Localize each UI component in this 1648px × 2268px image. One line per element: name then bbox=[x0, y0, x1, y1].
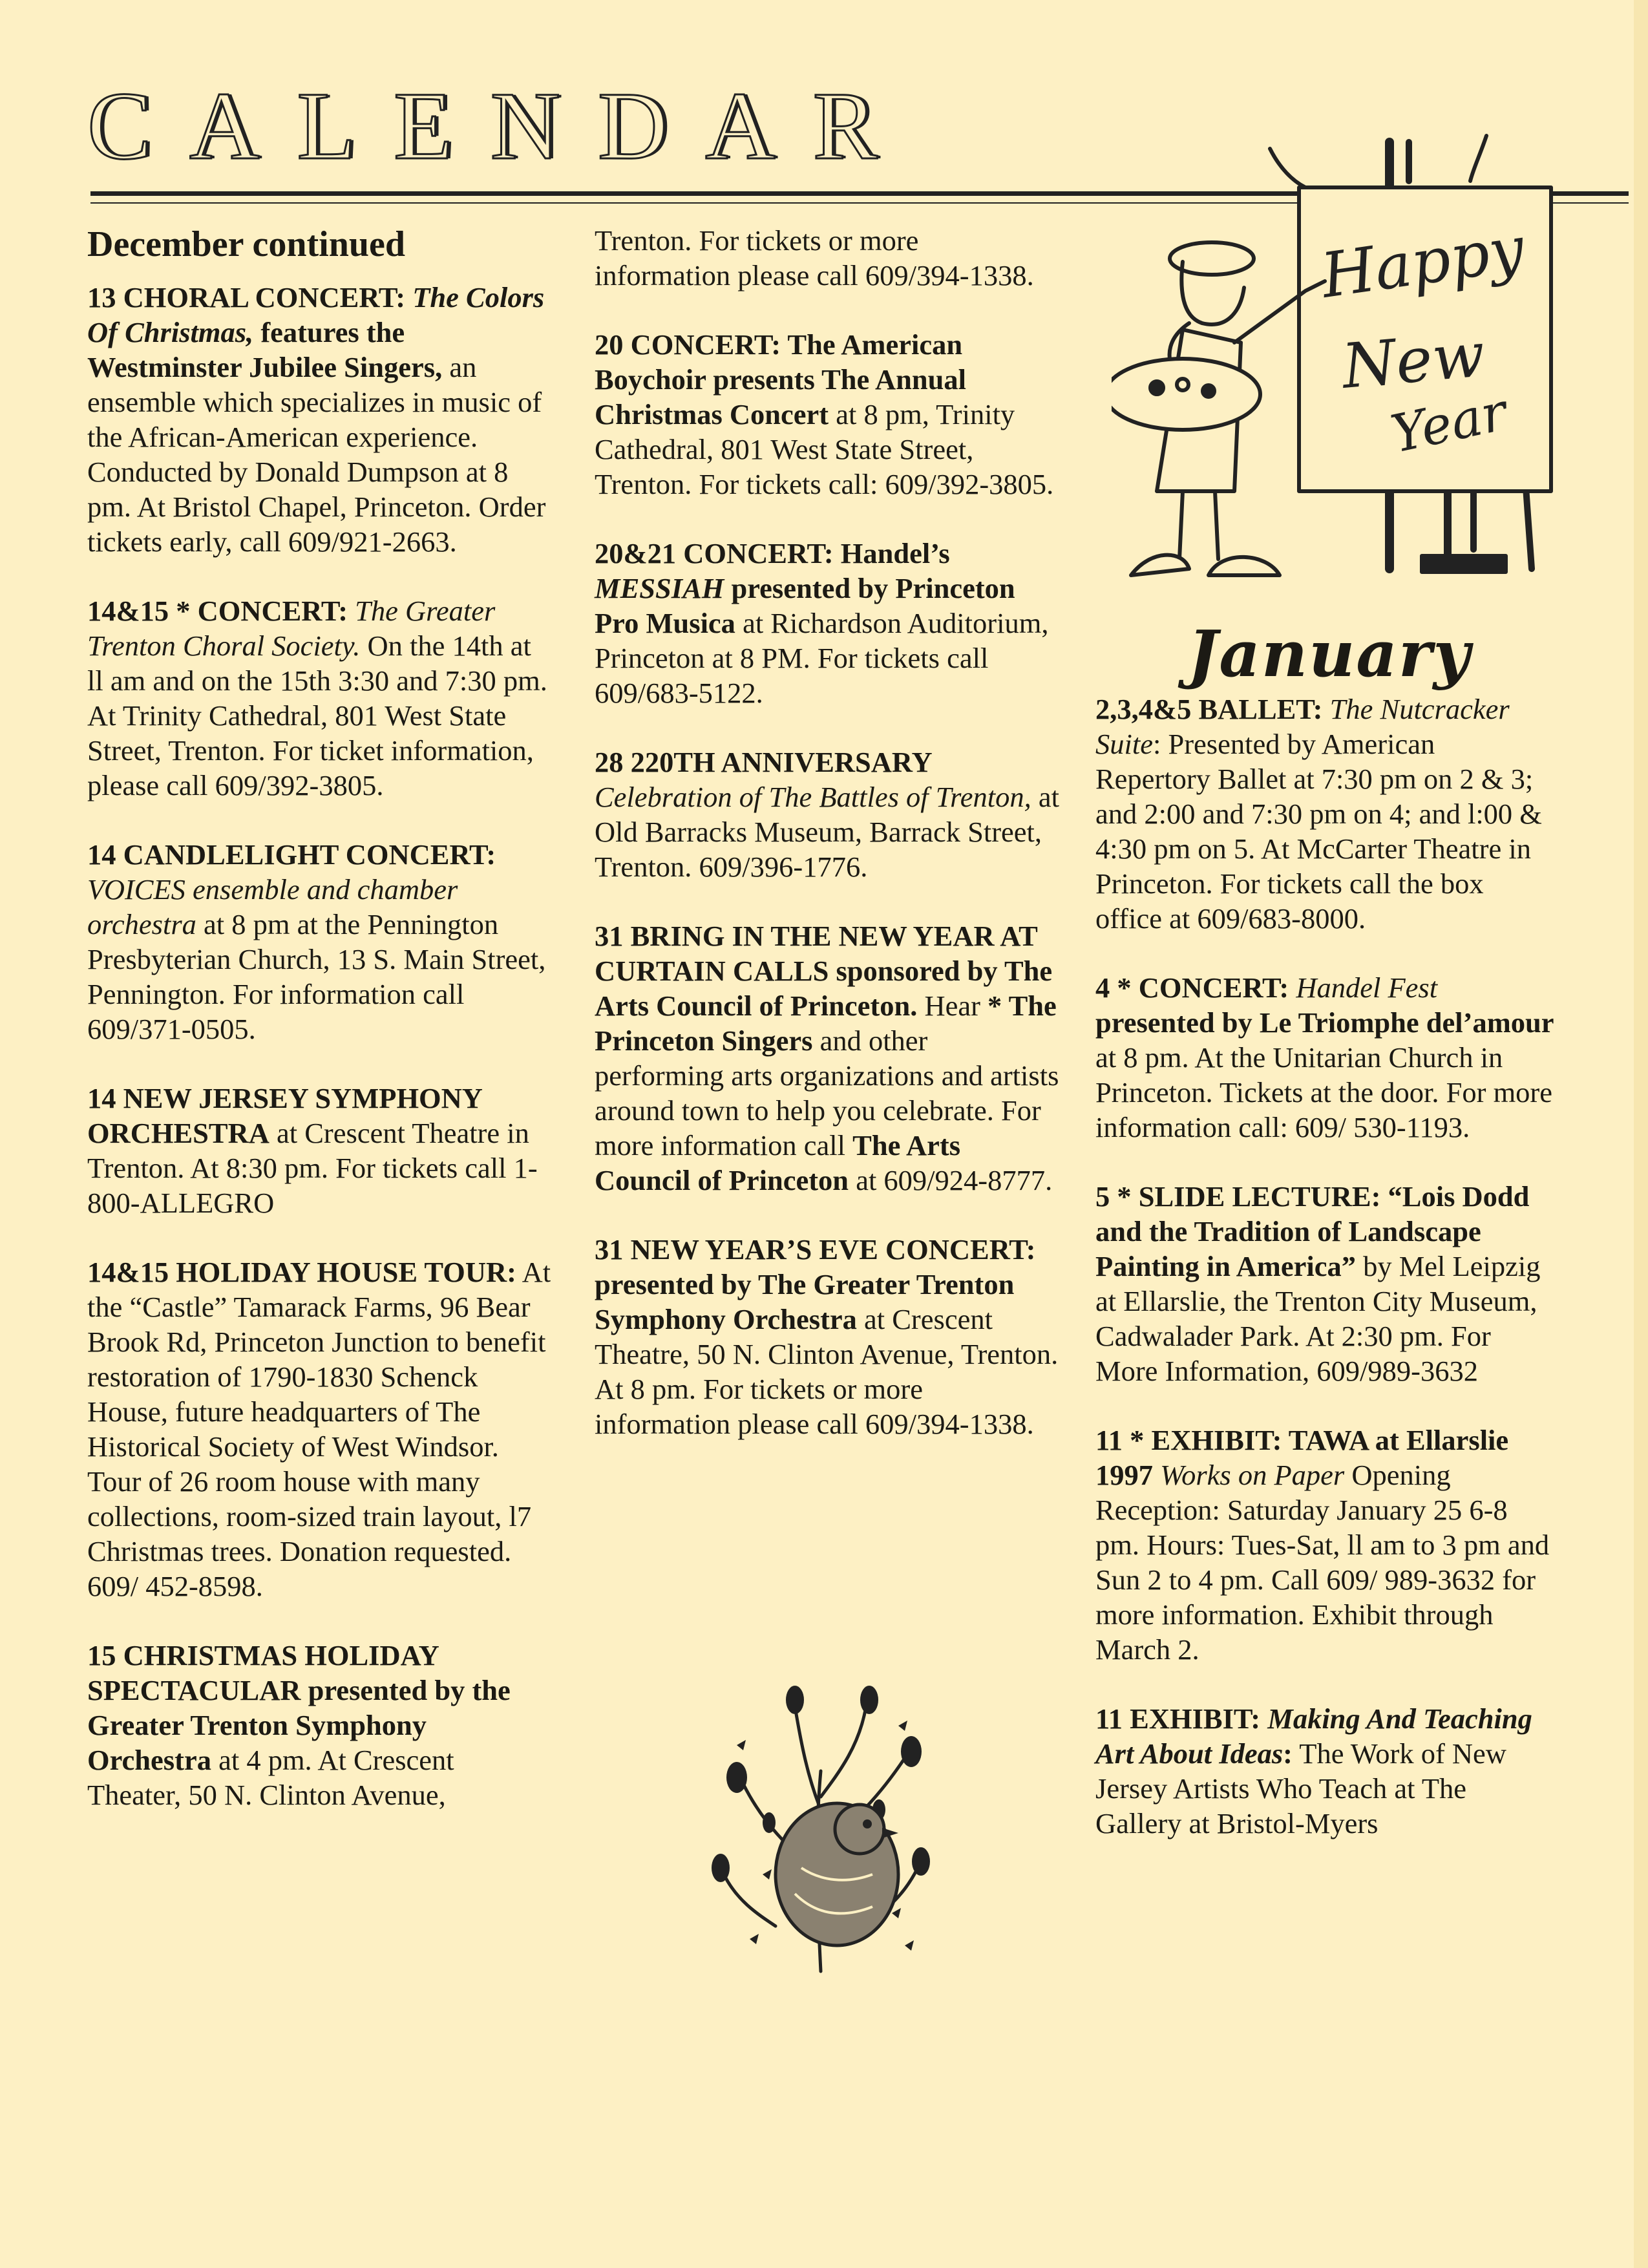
entry-text: Opening Reception: Saturday January 25 6-8 pm. Hours: Tues-Sat, ll am to 3 pm and Sun 2 to 4 pm. Call 609/ 989-3632 for more information. Exhibit through March 2. bbox=[1095, 1459, 1550, 1666]
calendar-entry bbox=[1095, 970, 1554, 1145]
entry-title: 13 CHORAL CONCERT: bbox=[87, 281, 413, 313]
entry-text: At the “Castle” Tamarack Farms, 96 Bear Brook Rd, Princeton Junction to benefit restoration of 1790-1830 Schenck House, future headquarters of The Historical Society of West Windsor. Tour of 26 room house with many collections, room-sized train layout, l7 Christmas trees. Donation requested. 609/ 452-8598. bbox=[87, 1256, 551, 1602]
entry-italic: The Colors Of Christmas, bbox=[87, 281, 545, 348]
calendar-entry bbox=[1095, 1423, 1554, 1667]
sign-text-year: Year bbox=[1386, 381, 1512, 465]
entry-title: 14&15 HOLIDAY HOUSE TOUR: bbox=[87, 1256, 516, 1288]
entry-text: : Presented by American Repertory Ballet at 7:30 pm on 2 & 3; and 2:00 and 7:30 pm on 4; and l:00 & 4:30 pm on 5. At McCarter Theatre in Princeton. For tickets call the box office at 609/683-8000. bbox=[1095, 728, 1542, 935]
entry-bold: presented by Le Triomphe del’amour bbox=[1095, 1006, 1554, 1039]
page-title: CALENDAR bbox=[87, 72, 915, 180]
column-2 bbox=[595, 223, 1060, 1476]
entry-title: 5 * SLIDE LECTURE: “Lois Dodd and the Tradition of Landscape Painting in America” bbox=[1095, 1180, 1530, 1282]
entry-text: and other performing arts organizations and artists around town to help you celebrate. For more information call bbox=[595, 1024, 1059, 1161]
entry-italic: MESSIAH bbox=[595, 572, 724, 604]
entry-text: at 4 pm. At Crescent Theater, 50 N. Clinton Avenue, bbox=[87, 1744, 454, 1811]
sign-text-happy: Happy bbox=[1316, 213, 1528, 312]
section-heading: December continued bbox=[87, 224, 405, 264]
entry-title: 20 CONCERT: The American Boychoir presents The Annual Christmas Concert bbox=[595, 328, 966, 430]
calendar-entry bbox=[595, 745, 1060, 884]
entry-title: 2,3,4&5 BALLET: bbox=[1095, 693, 1330, 725]
entry-bold: * The Princeton Singers bbox=[595, 990, 1057, 1057]
entry-title: 14 CANDLELIGHT CONCERT: bbox=[87, 838, 496, 871]
entry-italic: The Nutcracker Suite bbox=[1095, 693, 1510, 760]
entry-bold: features the Westminster Jubilee Singers, bbox=[87, 316, 443, 383]
entry-title: 31 NEW YEAR’S EVE CONCERT: presented by The Greater Trenton Symphony Orchestra bbox=[595, 1233, 1036, 1335]
entry-italic: VOICES ensemble and chamber orchestra bbox=[87, 873, 458, 940]
entry-text: an ensemble which specializes in music of the African-American experience. Conducted by Donald Dumpson at 8 pm. At Bristol Chapel, Princeton. Order tickets early, call 609/921-2663. bbox=[87, 351, 546, 558]
partridge-pear-tree-illustration bbox=[698, 1680, 944, 1978]
entry-text: at 8 pm, Trinity Cathedral, 801 West State Street, Trenton. For tickets call: 609/392-3805. bbox=[595, 398, 1054, 500]
entry-title: 20&21 CONCERT: Handel’s bbox=[595, 537, 950, 569]
entry-text: at Richardson Auditorium, Princeton at 8 PM. For tickets call 609/683-5122. bbox=[595, 607, 1049, 709]
calendar-entry bbox=[87, 280, 553, 559]
calendar-entry bbox=[595, 536, 1060, 710]
entry-text: at Old Barracks Museum, Barrack Street, Trenton. 609/396-1776. bbox=[595, 781, 1059, 883]
page-edge bbox=[1634, 0, 1648, 2268]
entry-title: 15 CHRISTMAS HOLIDAY SPECTACULAR presented by the Greater Trenton Symphony Orchestra bbox=[87, 1639, 511, 1776]
january-heading: January bbox=[1188, 617, 1472, 692]
entry-italic: The Greater Trenton Choral Society. bbox=[87, 595, 496, 662]
calendar-entry bbox=[595, 918, 1060, 1198]
entry-text: at Crescent Theatre in Trenton. At 8:30 pm. For tickets call 1-800-ALLEGRO bbox=[87, 1117, 538, 1219]
entry-title: 28 220TH ANNIVERSARY bbox=[595, 746, 931, 778]
painter-easel-illustration bbox=[1112, 129, 1577, 608]
entry-title: 11 EXHIBIT: bbox=[1095, 1702, 1268, 1735]
column-3 bbox=[1095, 692, 1554, 1875]
entry-text: at 8 pm at the Pennington Presbyterian Church, 13 S. Main Street, Pennington. For information call 609/371-0505. bbox=[87, 908, 546, 1045]
calendar-entry bbox=[87, 1081, 553, 1220]
entry-text: at Crescent Theatre, 50 N. Clinton Avenue, Trenton. At 8 pm. For tickets or more information please call 609/394-1338. bbox=[595, 1303, 1059, 1440]
entry-text: Trenton. For tickets or more information please call 609/394-1338. bbox=[595, 224, 1034, 291]
calendar-entry bbox=[87, 837, 553, 1046]
calendar-entry bbox=[1095, 1701, 1554, 1841]
entry-text: The Work of New Jersey Artists Who Teach at The Gallery at Bristol-Myers bbox=[1095, 1737, 1506, 1839]
entry-text: at 8 pm. At the Unitarian Church in Princeton. Tickets at the door. For more information call: 609/ 530-1193. bbox=[1095, 1041, 1553, 1143]
entry-italic: Making And Teaching Art About Ideas bbox=[1095, 1702, 1532, 1770]
entry-title: 31 BRING IN THE NEW YEAR AT CURTAIN CALLS sponsored by The Arts Council of Princeton. bbox=[595, 920, 1053, 1022]
entry-bold: presented by Princeton Pro Musica bbox=[595, 572, 1015, 639]
calendar-entry-continued bbox=[595, 223, 1060, 293]
sign-text-new: New bbox=[1339, 319, 1488, 403]
calendar-entry bbox=[87, 1638, 553, 1812]
column-1 bbox=[87, 223, 553, 1847]
calendar-entry bbox=[595, 1232, 1060, 1441]
entry-title: 11 * EXHIBIT: TAWA at Ellarslie 1997 bbox=[1095, 1424, 1509, 1491]
entry-text: On the 14th at ll am and on the 15th 3:30 and 7:30 pm. At Trinity Cathedral, 801 West State Street, Trenton. For ticket information, please call 609/392-3805. bbox=[87, 630, 547, 801]
calendar-entry bbox=[87, 593, 553, 803]
entry-text: at 609/924-8777. bbox=[849, 1164, 1053, 1196]
entry-title: 14 NEW JERSEY SYMPHONY ORCHESTRA bbox=[87, 1082, 482, 1149]
entry-bold: : bbox=[1283, 1737, 1293, 1770]
calendar-entry bbox=[87, 1255, 553, 1604]
calendar-entry bbox=[1095, 1179, 1554, 1388]
entry-italic: Works on Paper bbox=[1160, 1459, 1345, 1491]
entry-title: 4 * CONCERT: bbox=[1095, 971, 1296, 1004]
entry-title: 14&15 * CONCERT: bbox=[87, 595, 355, 627]
entry-text: Hear bbox=[917, 990, 988, 1022]
calendar-entry bbox=[1095, 692, 1554, 936]
entry-italic: Celebration of The Battles of Trenton, bbox=[595, 781, 1031, 813]
entry-text: by Mel Leipzig at Ellarslie, the Trenton City Museum, Cadwalader Park. At 2:30 pm. For More Information, 609/989-3632 bbox=[1095, 1250, 1541, 1387]
entry-bold: The Arts Council of Princeton bbox=[595, 1129, 961, 1196]
entry-italic: Handel Fest bbox=[1296, 971, 1438, 1004]
calendar-entry bbox=[595, 327, 1060, 502]
